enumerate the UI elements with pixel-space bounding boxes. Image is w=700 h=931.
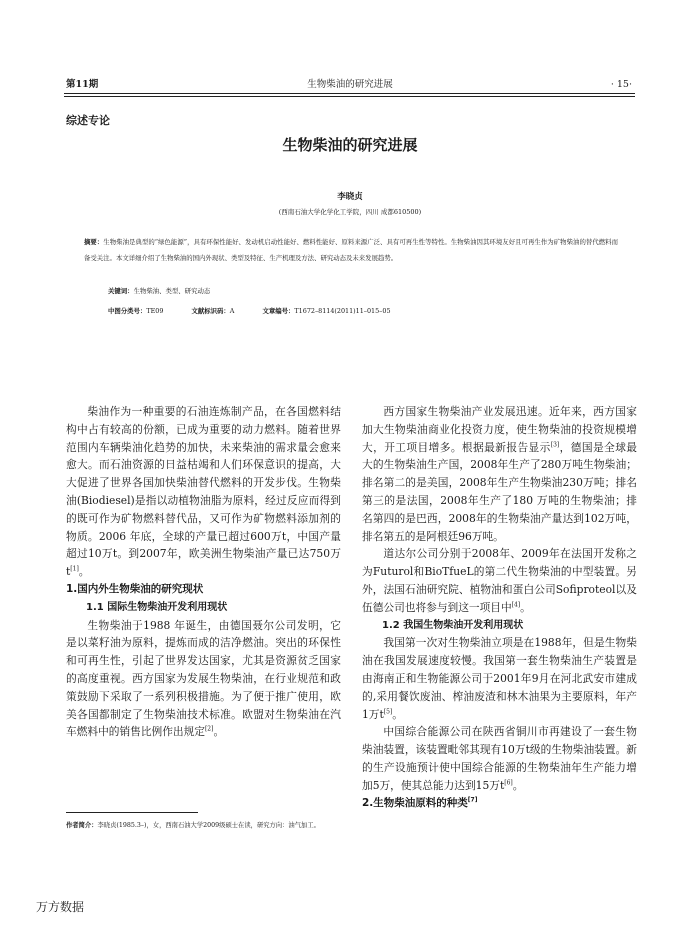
running-title: 生物柴油的研究进展 — [307, 79, 393, 90]
left-column — [66, 403, 341, 741]
heading-section-2: 2.生物柴油原料的种类[7] — [362, 796, 478, 809]
author-footnote — [66, 820, 341, 832]
citation: [7] — [467, 796, 478, 804]
heading-section-1: 1.国内外生物柴油的研究现状 — [66, 582, 204, 595]
paragraph-total: 道达尔公司分别于2008年、2009年在法国开发称之为Futurol和BioTfueL的第二代生物柴油的中型装置。另外，法国石油研究院、植物油和蛋白公司Sofiproteol以及伍德公司也将参与到这一项目中[4]。 — [362, 547, 637, 614]
abstract — [84, 234, 618, 266]
keywords-text: 生物柴油、类型、研究动态 — [133, 287, 211, 295]
citation: [4] — [511, 601, 521, 609]
article-number: 文章编号：T1672–8114(2011)11–015–05 — [262, 307, 391, 315]
paragraph-china: 我国第一次对生物柴油立项是在1988年，但是生物柴油在我国发展速度较慢。我国第一套生物柴油生产装置是由海南正和生物能源公司于2001年9月在河北武安市建成的,采用餐饮废油、榨油废渣和林木油果为主要原料，年产1万t[5]。 — [362, 636, 637, 721]
heading-section-1-2: 1.2 我国生物柴油开发利用现状 — [382, 619, 524, 631]
header-rule-thick — [64, 93, 635, 94]
right-column — [362, 403, 637, 812]
article-title: 生物柴油的研究进展 — [282, 136, 418, 154]
heading-section-1-1: 1.1 国际生物柴油开发利用现状 — [86, 601, 228, 613]
abstract-text: 生物柴油是典型的“绿色能源”，具有环保性能好、发动机启动性能好、燃料性能好、原料来源广泛、具有可再生性等特性。生物柴油因其环境友好且可再生作为矿物柴油的替代燃料而备受关注。本文详细介绍了生物柴油的国内外现状、类型及特征、生产机理及方法、研究动态及未来发展趋势。 — [84, 238, 619, 262]
citation: [6] — [504, 779, 513, 787]
clc-code: 中图分类号：TE09 — [108, 307, 164, 315]
issue-number: 第11期 — [66, 79, 99, 90]
footnote-text: 李晓贞(1985.3–)，女，西南石油大学2009级硕士在读，研究方向：油气加工。 — [97, 822, 320, 829]
abstract-label: 摘要： — [84, 238, 104, 246]
footnote-rule — [66, 812, 198, 813]
citation: [5] — [383, 707, 393, 715]
classification-row — [108, 304, 417, 318]
citation: [3] — [550, 441, 560, 449]
citation: [2] — [204, 725, 214, 733]
footnote-label: 作者简介： — [66, 822, 98, 829]
page-number: · 15· — [610, 79, 632, 90]
wanfang-watermark: 万方数据 — [36, 900, 85, 914]
intro-paragraph: 柴油作为一种重要的石油连炼制产品，在各国燃料结构中占有较高的份额，已成为重要的动力燃料。随着世界范围内车辆柴油化趋势的加快，未来柴油的需求量会愈来愈大。而石油资源的日益枯竭和人们环保意识的提高，大大促进了世界各国加快柴油替代燃料的开发步伐。生物柴油(Biodiesel)是指以动植物油脂为原料，经过反应而得到的既可作为矿物燃料替代品，又可作为矿物燃料添加剂的物质。2006 年底，全球的产量已超过600万t，中国产量超过10万t。到2007年，欧美洲生物柴油产量已达750万t[1]。 — [66, 405, 341, 579]
author-affiliation: (西南石油大学化学化工学院，四川 成都610500) — [278, 208, 422, 216]
document-code: 文献标识码：A — [191, 307, 235, 315]
keywords — [108, 284, 210, 298]
paragraph-china-energy: 中国综合能源公司在陕西省铜川市再建设了一套生物柴油装置，该装置毗邻其现有10万t级的生物柴油装置。新的生产设施预计使中国综合能源的生物柴油年生产能力增加5万，使其总能力达到15万t[6]。 — [362, 725, 637, 792]
author-name: 李晓贞 — [337, 192, 363, 202]
header-rule-thin — [64, 96, 635, 97]
citation: [1] — [70, 565, 79, 573]
paragraph-west: 西方国家生物柴油产业发展迅速。近年来，西方国家加大生物柴油商业化投资力度，使生物柴油的投资规模增大，开工项目增多。根据最新报告显示[3]，德国是全球最大的生物柴油生产国，2008年生产了280万吨生物柴油；排名第二的是美国，2008年生产生物柴油230万吨；排名第三的是法国，2008年生产了180 万吨的生物柴油；排名第四的是巴西，2008年的生物柴油产量达到102万吨，排名第五的是阿根廷96万吨。 — [362, 405, 637, 543]
keywords-label: 关键词： — [108, 287, 134, 295]
paragraph-1-1: 生物柴油于1988 年诞生，由德国聂尔公司发明，它是以菜籽油为原料，提炼而成的洁净燃油。突出的环保性和可再生性，引起了世界发达国家，尤其是资源贫乏国家的高度重视。西方国家为发展生物柴油，在行业规范和政策鼓励下采取了一系列积极措施。为了便于推广使用，欧美各国都制定了生物柴油技术标准。欧盟对生物柴油在汽车燃料中的销售比例作出规定[2]。 — [66, 618, 341, 739]
section-label: 综述专论 — [66, 114, 110, 127]
